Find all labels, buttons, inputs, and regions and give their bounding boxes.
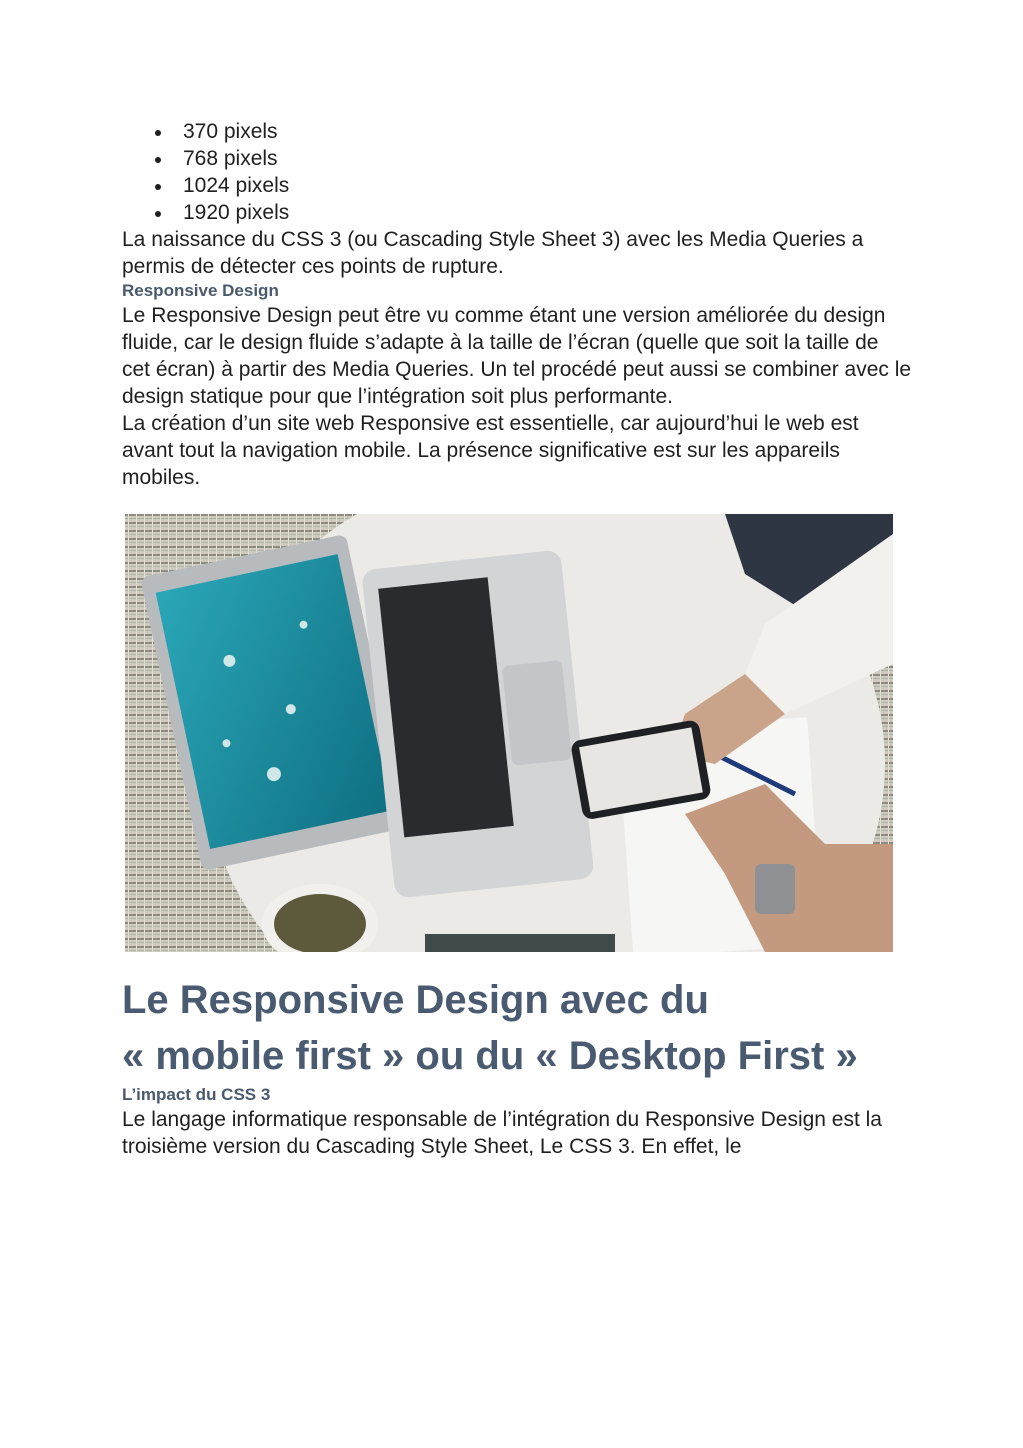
breakpoint-list	[122, 118, 912, 226]
bullet-icon	[155, 130, 161, 136]
bullet-icon	[155, 157, 161, 163]
list-item: 1920 pixels	[122, 199, 912, 226]
list-item: 768 pixels	[122, 145, 912, 172]
document-page	[122, 118, 912, 1160]
list-item: 1024 pixels	[122, 172, 912, 199]
section-heading	[122, 972, 912, 1084]
subheading-responsive-design: Responsive Design	[122, 281, 279, 300]
bullet-icon	[155, 211, 161, 217]
laptop-phone-photo	[125, 514, 893, 952]
paragraph-media-queries: La naissance du CSS 3 (ou Cascading Style Sheet 3) avec les Media Queries a permis de détecter ces points de rupture.	[122, 228, 864, 278]
heading-line-2: « mobile first » ou du « Desktop First »	[122, 1034, 858, 1078]
paragraph-responsive-design: Le Responsive Design peut être vu comme étant une version améliorée du design fluide, car le design fluide s’adapte à la taille de l’écran (quelle que soit la taille de cet écran) à partir des Media Queries. Un tel procédé peut aussi se combiner avec le design statique pour que l’intégration soit plus performante.	[122, 304, 912, 408]
heading-line-1: Le Responsive Design avec du	[122, 978, 709, 1022]
bullet-icon	[155, 184, 161, 190]
paragraph-responsive-site: La création d’un site web Responsive est essentielle, car aujourd’hui le web est avant tout la navigation mobile. La présence significative est sur les appareils mobiles.	[122, 412, 859, 489]
subheading-css3-impact: L’impact du CSS 3	[122, 1085, 271, 1104]
list-item: 370 pixels	[122, 118, 912, 145]
paragraph-css3: Le langage informatique responsable de l’intégration du Responsive Design est la troisième version du Cascading Style Sheet, Le CSS 3. En effet, le	[122, 1108, 882, 1158]
